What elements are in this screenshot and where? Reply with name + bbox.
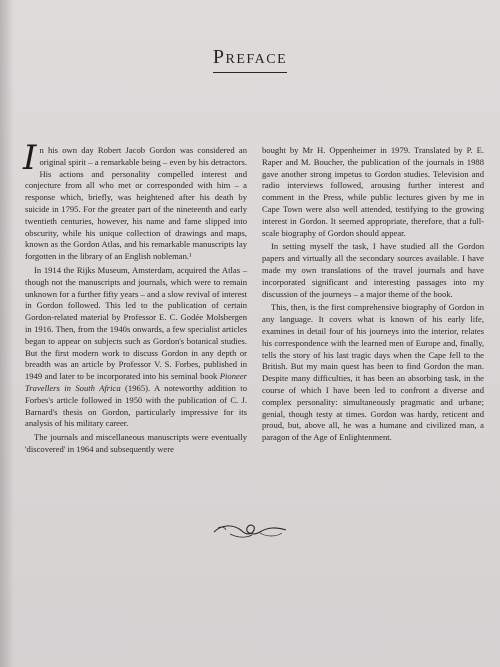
left-column	[23, 138, 247, 458]
page-gutter-shadow	[0, 0, 14, 667]
paragraph-2	[25, 265, 247, 430]
paragraph-2-text: In 1914 the Rijks Museum, Amsterdam, acquired the Atlas – though not the manuscripts and journals, which were to remain unknown for a further fifty years – and a slow revival of interest in Gordon followed. This led to the publication of certain Gordon-related material by Professor E. C. Godée Molsbergen in 1916. Then, from the 1940s onwards, a few specialist articles began to appear on subjects such as Gordon's botanical studies. But the first modern work to discuss Gordon in any depth or breadth was an article by Professor V. S. Forbes, published in 1949 and later to be incorporated into his seminal book	[25, 264, 247, 382]
paragraph-1-text: n his own day Robert Jacob Gordon was considered an original spirit – a remarkable being – even by his detractors. His actions and personality compelled interest and conjecture from all who met or corresponded with him – a response which, briefly, was heightened after his death by suicide in 1795. For the greater part of the nineteenth and early twentieth centuries, however, his name and fame slipped into obscurity, while his unique collection of drawings and maps, known as the Gordon Atlas, and his remarkable manuscripts lay forgotten in the library of an English nobleman.¹	[25, 145, 247, 262]
drop-cap: I	[23, 138, 37, 178]
paragraph-5: In setting myself the task, I have studied all the Gordon papers and virtually all the secondary sources available. I have made my own translations of the travel journals and have incorporated significant and interesting passages into my discussion of the journeys – a major theme of the book.	[262, 241, 484, 299]
paragraph-6: This, then, is the first comprehensive biography of Gordon in any language. It covers what is known of his early life, examines in detail four of his journeys into the interior, relates his correspondence with the learned men of Europe and, finally, tells the story of his last tragic days when the Cape fell to the British. But my main quest has been to find Gordon the man. Despite many difficulties, it has been an absorbing task, in the course of which I have been led to confront a diverse and complex personality: simultaneously pragmatic and urbane; genial, though testy at times. Gordon was hardy, reticent and proud, but, above all, he was a humane and civilized man, a paragon of the Age of Enlightenment.	[262, 302, 484, 443]
right-column	[262, 145, 484, 446]
title-underline	[213, 72, 287, 73]
flourish-ornament-icon	[212, 518, 288, 542]
paragraph-1	[23, 138, 247, 263]
paragraph-4: bought by Mr H. Oppenheimer in 1979. Translated by P. E. Raper and M. Boucher, the publication of the journals in 1988 gave another strong impetus to Gordon studies. Television and radio interviews followed, arousing further interest and comment in the Press, while public lectures given by me in Cape Town were also well attended, testifying to the growing interest in Gordon. It seemed appropriate, therefore, that a full-scale biography of Gordon should appear.	[262, 145, 484, 238]
paragraph-3: The journals and miscellaneous manuscripts were eventually 'discovered' in 1964 and subsequently were	[25, 432, 247, 454]
book-title: Pioneer Travellers in South Africa	[25, 371, 247, 393]
page-title: Preface	[212, 46, 288, 68]
paragraph-2-text-cont: (1965). A noteworthy addition to Forbes's article followed in 1950 with the publication of C. J. Barnard's thesis on Gordon, particularly impressive for its analysis of his military career.	[25, 382, 247, 429]
